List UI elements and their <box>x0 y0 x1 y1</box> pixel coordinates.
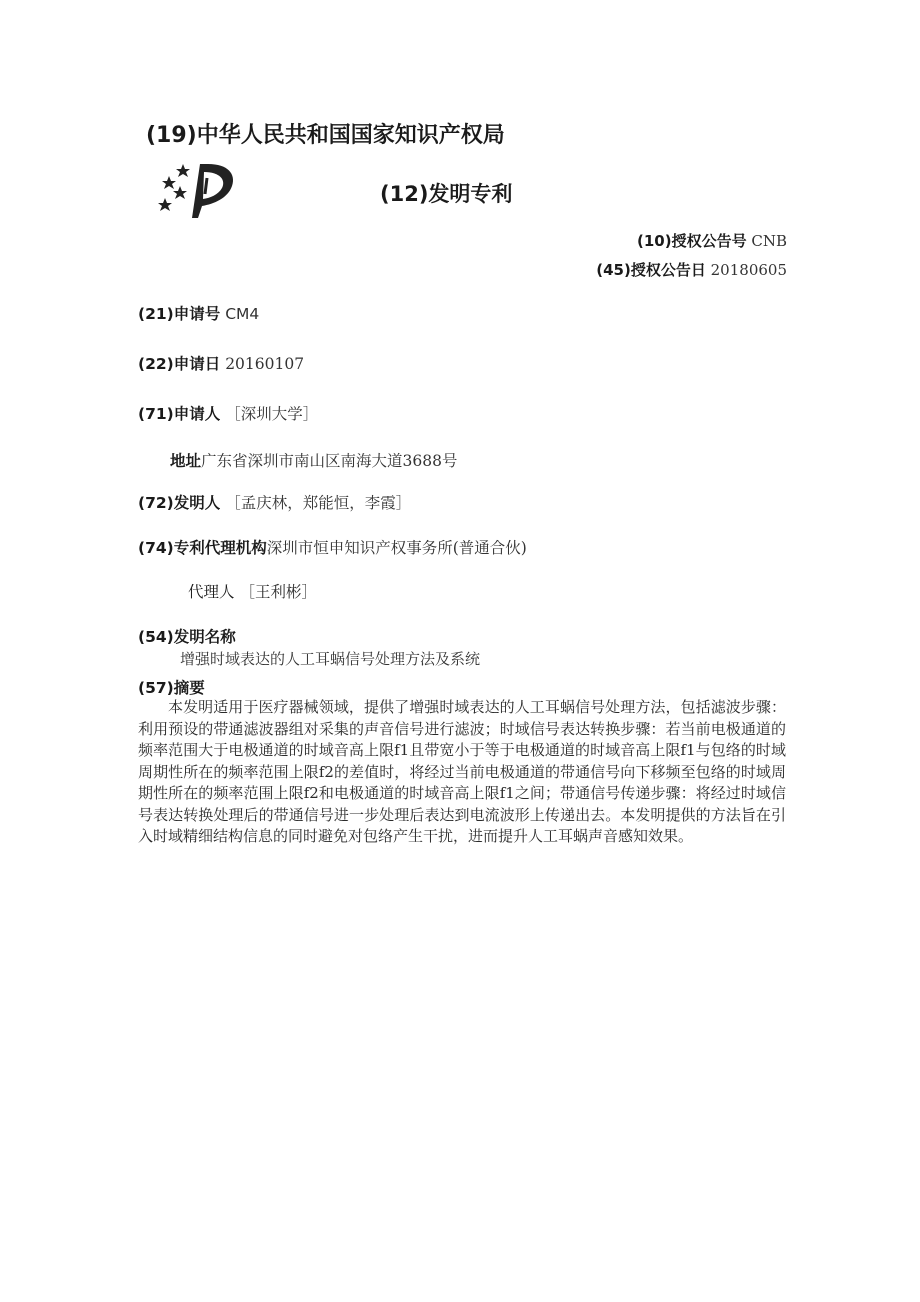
invention-title: 增强时域表达的人工耳蜗信号处理方法及系统 <box>180 650 481 668</box>
grant-publication-number <box>637 230 787 251</box>
application-date-label: (22)申请日 <box>138 355 221 373</box>
applicant-value: ［深圳大学］ <box>225 405 319 423</box>
application-date <box>138 352 304 374</box>
patent-agency <box>138 536 527 558</box>
document-type: (12)发明专利 <box>380 182 513 206</box>
agent <box>188 580 317 602</box>
cnipa-logo-icon <box>152 160 238 220</box>
inventor-value: ［孟庆林，郑能恒，李霞］ <box>225 494 412 512</box>
grant-publication-date <box>596 259 787 280</box>
application-date-value: 20160107 <box>225 355 305 373</box>
address-value: 广东省深圳市南山区南海大道3688号 <box>201 452 458 470</box>
agent-value: ［王利彬］ <box>239 583 317 601</box>
inventor <box>138 491 411 513</box>
grant-date-value: 20180605 <box>710 261 787 279</box>
application-number-label: (21)申请号 <box>138 305 221 323</box>
abstract-text: 本发明适用于医疗器械领域，提供了增强时域表达的人工耳蜗信号处理方法，包括滤波步骤：利用预设的带通滤波器组对采集的声音信号进行滤波；时域信号表达转换步骤：若当前电极通道的频率范围大于电极通道的时域音高上限f1且带宽小于等于电极通道的时域音高上限f1与包络的时域周期性所在的频率范围上限f2的差值时，将经过当前电极通道的带通信号向下移频至包络的时域周期性所在的频率范围上限f2和电极通道的时域音高上限f1之间；带通信号传递步骤：将经过时域信号表达转换处理后的带通信号进一步处理后表达到电流波形上传递出去。本发明提供的方法旨在引入时域精细结构信息的同时避免对包络产生干扰，进而提升人工耳蜗声音感知效果。 <box>138 698 786 845</box>
grant-date-label: (45)授权公告日 <box>596 261 706 279</box>
applicant-label: (71)申请人 <box>138 405 221 423</box>
agency-label: (74)专利代理机构 <box>138 539 267 557</box>
agency-value: 深圳市恒申知识产权事务所(普通合伙) <box>266 539 527 557</box>
grant-number-label: (10)授权公告号 <box>637 232 747 250</box>
abstract-label: (57)摘要 <box>138 679 205 697</box>
address <box>170 449 457 471</box>
invention-title-label: (54)发明名称 <box>138 628 236 646</box>
application-number-value: CM4 <box>225 305 260 323</box>
application-number <box>138 302 259 324</box>
agent-label: 代理人 <box>188 583 235 601</box>
applicant <box>138 402 318 424</box>
office-title: (19)中华人民共和国国家知识产权局 <box>146 123 505 148</box>
grant-number-value: CNB <box>751 232 787 250</box>
inventor-label: (72)发明人 <box>138 494 221 512</box>
address-label: 地址 <box>170 452 202 470</box>
